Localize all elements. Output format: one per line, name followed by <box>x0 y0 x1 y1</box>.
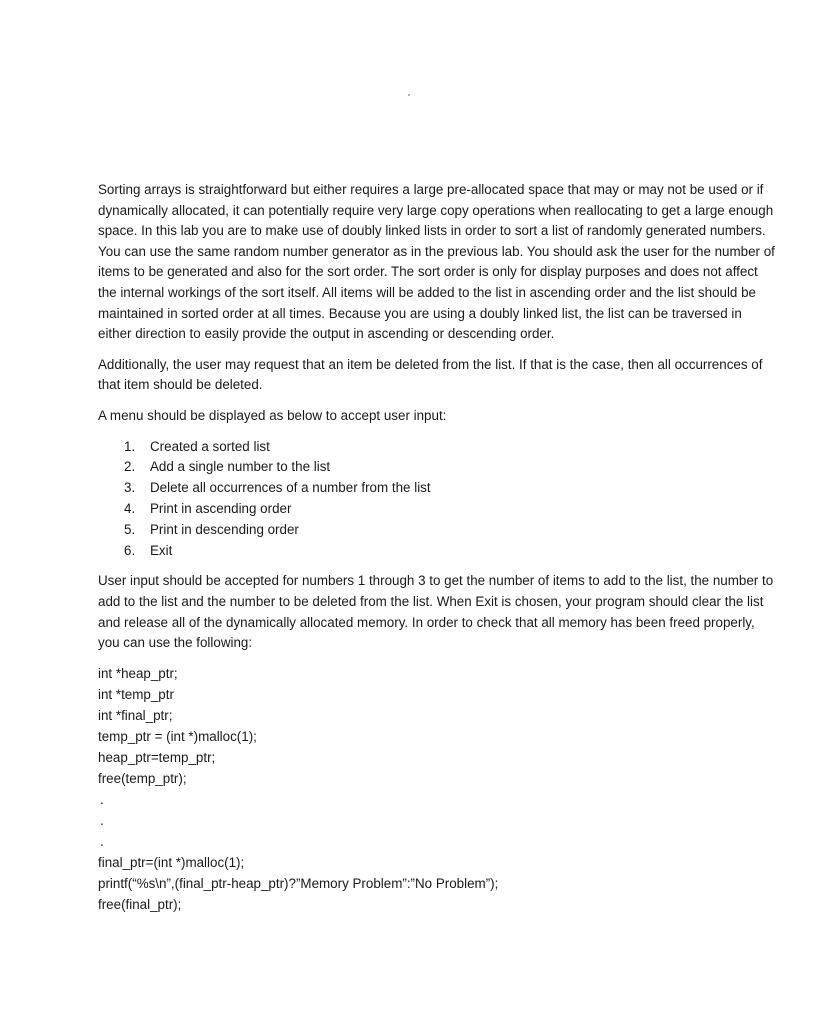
menu-item-label: Delete all occurrences of a number from the list <box>150 480 431 496</box>
paragraph-intro: Sorting arrays is straightforward but either requires a large pre-allocated space that may or may not be used or if dynamically allocated, it can potentially require very large copy operations when reallocating to get a large enough space. In this lab you are to make use of doubly linked lists in order to sort a list of randomly generated numbers. You can use the same random number generator as in the previous lab. You should ask the user for the number of items to be generated and also for the sort order. The sort order is only for display purposes and does not affect the internal workings of the sort itself. All items will be added to the list in ascending order and the list should be maintained in sorted order at all times. Because you are using a doubly linked list, the list can be traversed in either direction to easily provide the output in ascending or descending order. <box>98 182 775 342</box>
menu-item-label: Print in descending order <box>150 521 299 537</box>
menu-item-number: 3. <box>124 480 136 496</box>
code-ellipsis-dot: . <box>100 833 104 849</box>
code-line: int *heap_ptr; <box>98 665 178 681</box>
menu-item-number: 6. <box>124 542 136 558</box>
paragraph-menu-intro: A menu should be displayed as below to accept user input: <box>98 407 447 423</box>
page-speck <box>408 94 410 96</box>
code-line: free(final_ptr); <box>98 896 182 912</box>
code-line: free(temp_ptr); <box>98 770 187 786</box>
menu-item-number: 4. <box>124 500 136 516</box>
code-ellipsis-dot: . <box>100 791 104 807</box>
menu-item <box>124 499 778 520</box>
menu-item-number: 1. <box>124 438 136 454</box>
menu-item <box>124 437 778 458</box>
menu-item-number: 2. <box>124 459 136 475</box>
menu-item-label: Created a sorted list <box>150 438 270 454</box>
code-line: temp_ptr = (int *)malloc(1); <box>98 728 257 744</box>
menu-item <box>124 541 778 562</box>
paragraph-deletion: Additionally, the user may request that an item be deleted from the list. If that is the case, then all occurrences of that item should be deleted. <box>98 356 763 393</box>
code-ellipsis-dot: . <box>100 812 104 828</box>
code-line: final_ptr=(int *)malloc(1); <box>98 854 245 870</box>
menu-item <box>124 520 778 541</box>
menu-item <box>124 457 778 478</box>
menu-list <box>98 437 778 562</box>
menu-item-label: Print in ascending order <box>150 500 292 516</box>
code-line: int *temp_ptr <box>98 686 174 702</box>
code-block <box>98 664 778 916</box>
document-body <box>98 180 778 916</box>
menu-item-number: 5. <box>124 521 136 537</box>
code-line: printf(“%s\n”,(final_ptr-heap_ptr)?”Memory Problem”:”No Problem”); <box>98 875 499 891</box>
menu-item-label: Add a single number to the list <box>150 459 331 475</box>
paragraph-user-input: User input should be accepted for numbers 1 through 3 to get the number of items to add to the list, the number to add to the list and the number to be deleted from the list. When Exit is chosen, your program should clear the list and release all of the dynamically allocated memory. In order to check that all memory has been freed properly, you can use the following: <box>98 573 774 651</box>
menu-item <box>124 478 778 499</box>
code-line: heap_ptr=temp_ptr; <box>98 749 216 765</box>
menu-item-label: Exit <box>150 542 173 558</box>
code-line: int *final_ptr; <box>98 707 173 723</box>
